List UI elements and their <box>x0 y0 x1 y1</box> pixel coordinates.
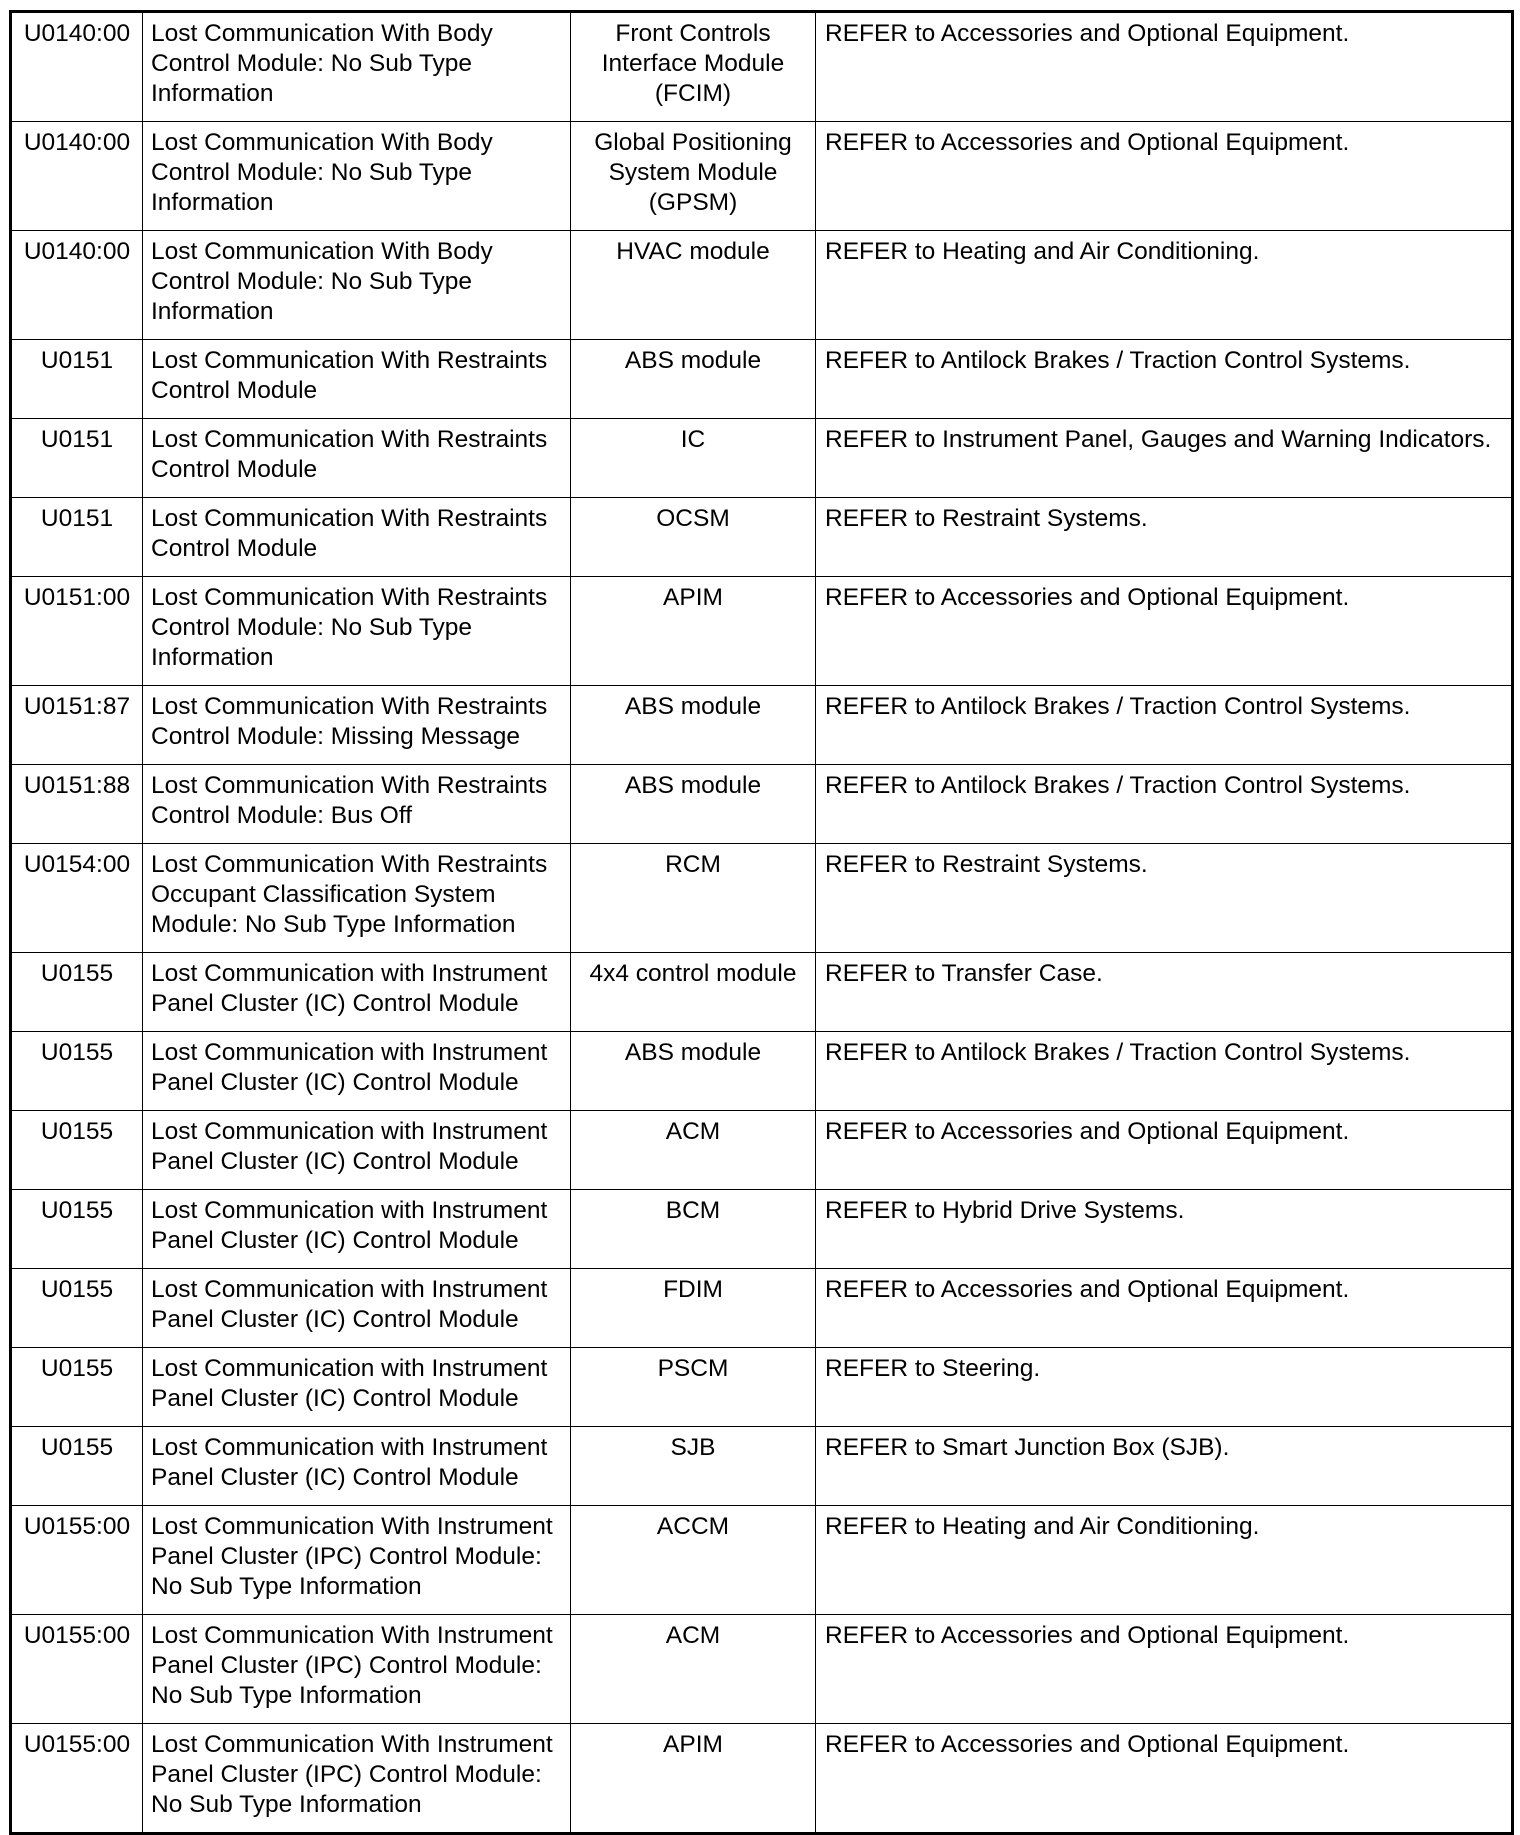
dtc-description-cell: Lost Communication With Restraints Control Module <box>143 498 571 577</box>
action-cell: REFER to Accessories and Optional Equipment. <box>816 1615 1513 1724</box>
table-row <box>11 1111 1513 1190</box>
dtc-code-cell: U0151:00 <box>11 577 143 686</box>
dtc-code-cell: U0155 <box>11 1269 143 1348</box>
dtc-code-cell: U0155:00 <box>11 1724 143 1834</box>
module-cell: HVAC module <box>571 231 816 340</box>
module-cell: ABS module <box>571 686 816 765</box>
module-cell: ABS module <box>571 765 816 844</box>
dtc-code-cell: U0155 <box>11 1427 143 1506</box>
module-cell: 4x4 control module <box>571 953 816 1032</box>
table-row <box>11 577 1513 686</box>
dtc-code-cell: U0151 <box>11 419 143 498</box>
action-cell: REFER to Restraint Systems. <box>816 498 1513 577</box>
dtc-description-cell: Lost Communication With Instrument Panel Cluster (IPC) Control Module: No Sub Type Information <box>143 1506 571 1615</box>
action-cell: REFER to Antilock Brakes / Traction Control Systems. <box>816 686 1513 765</box>
module-cell: RCM <box>571 844 816 953</box>
dtc-description-cell: Lost Communication With Restraints Control Module <box>143 340 571 419</box>
dtc-code-cell: U0140:00 <box>11 122 143 231</box>
action-cell: REFER to Accessories and Optional Equipment. <box>816 122 1513 231</box>
dtc-code-cell: U0155 <box>11 1190 143 1269</box>
table-row <box>11 231 1513 340</box>
module-cell: APIM <box>571 577 816 686</box>
module-cell: Front Controls Interface Module (FCIM) <box>571 12 816 122</box>
dtc-code-cell: U0151 <box>11 498 143 577</box>
table-row <box>11 1348 1513 1427</box>
table-row <box>11 765 1513 844</box>
table-row <box>11 498 1513 577</box>
dtc-code-cell: U0151 <box>11 340 143 419</box>
module-cell: ACM <box>571 1111 816 1190</box>
action-cell: REFER to Accessories and Optional Equipment. <box>816 12 1513 122</box>
dtc-code-cell: U0155:00 <box>11 1506 143 1615</box>
action-cell: REFER to Restraint Systems. <box>816 844 1513 953</box>
dtc-description-cell: Lost Communication with Instrument Panel Cluster (IC) Control Module <box>143 1190 571 1269</box>
dtc-code-cell: U0140:00 <box>11 231 143 340</box>
dtc-description-cell: Lost Communication With Instrument Panel Cluster (IPC) Control Module: No Sub Type Information <box>143 1615 571 1724</box>
action-cell: REFER to Antilock Brakes / Traction Control Systems. <box>816 1032 1513 1111</box>
dtc-code-cell: U0140:00 <box>11 12 143 122</box>
dtc-description-cell: Lost Communication with Instrument Panel Cluster (IC) Control Module <box>143 1111 571 1190</box>
action-cell: REFER to Heating and Air Conditioning. <box>816 231 1513 340</box>
action-cell: REFER to Accessories and Optional Equipment. <box>816 577 1513 686</box>
dtc-description-cell: Lost Communication with Instrument Panel Cluster (IC) Control Module <box>143 1348 571 1427</box>
table-row <box>11 844 1513 953</box>
dtc-code-cell: U0155 <box>11 1348 143 1427</box>
table-row <box>11 953 1513 1032</box>
dtc-description-cell: Lost Communication With Body Control Module: No Sub Type Information <box>143 231 571 340</box>
table-row <box>11 122 1513 231</box>
action-cell: REFER to Transfer Case. <box>816 953 1513 1032</box>
table-row <box>11 340 1513 419</box>
action-cell: REFER to Heating and Air Conditioning. <box>816 1506 1513 1615</box>
module-cell: ABS module <box>571 1032 816 1111</box>
table-row <box>11 1506 1513 1615</box>
action-cell: REFER to Smart Junction Box (SJB). <box>816 1427 1513 1506</box>
module-cell: BCM <box>571 1190 816 1269</box>
dtc-code-cell: U0151:88 <box>11 765 143 844</box>
dtc-description-cell: Lost Communication With Restraints Control Module <box>143 419 571 498</box>
dtc-description-cell: Lost Communication With Body Control Module: No Sub Type Information <box>143 12 571 122</box>
action-cell: REFER to Accessories and Optional Equipment. <box>816 1111 1513 1190</box>
module-cell: ACM <box>571 1615 816 1724</box>
action-cell: REFER to Antilock Brakes / Traction Control Systems. <box>816 340 1513 419</box>
action-cell: REFER to Hybrid Drive Systems. <box>816 1190 1513 1269</box>
module-cell: IC <box>571 419 816 498</box>
dtc-description-cell: Lost Communication With Restraints Control Module: Bus Off <box>143 765 571 844</box>
action-cell: REFER to Antilock Brakes / Traction Control Systems. <box>816 765 1513 844</box>
dtc-description-cell: Lost Communication With Restraints Control Module: No Sub Type Information <box>143 577 571 686</box>
module-cell: SJB <box>571 1427 816 1506</box>
module-cell: APIM <box>571 1724 816 1834</box>
dtc-description-cell: Lost Communication With Restraints Control Module: Missing Message <box>143 686 571 765</box>
dtc-code-cell: U0154:00 <box>11 844 143 953</box>
dtc-description-cell: Lost Communication With Body Control Module: No Sub Type Information <box>143 122 571 231</box>
action-cell: REFER to Steering. <box>816 1348 1513 1427</box>
dtc-code-cell: U0155:00 <box>11 1615 143 1724</box>
module-cell: OCSM <box>571 498 816 577</box>
table-row <box>11 1724 1513 1834</box>
action-cell: REFER to Accessories and Optional Equipment. <box>816 1269 1513 1348</box>
table-row <box>11 1615 1513 1724</box>
module-cell: ACCM <box>571 1506 816 1615</box>
action-cell: REFER to Accessories and Optional Equipment. <box>816 1724 1513 1834</box>
table-row <box>11 1190 1513 1269</box>
dtc-description-cell: Lost Communication with Instrument Panel Cluster (IC) Control Module <box>143 1427 571 1506</box>
table-row <box>11 686 1513 765</box>
dtc-code-cell: U0151:87 <box>11 686 143 765</box>
table-row <box>11 1032 1513 1111</box>
dtc-table <box>9 10 1514 1835</box>
module-cell: Global Positioning System Module (GPSM) <box>571 122 816 231</box>
dtc-description-cell: Lost Communication with Instrument Panel Cluster (IC) Control Module <box>143 1032 571 1111</box>
module-cell: FDIM <box>571 1269 816 1348</box>
module-cell: ABS module <box>571 340 816 419</box>
dtc-code-cell: U0155 <box>11 1032 143 1111</box>
action-cell: REFER to Instrument Panel, Gauges and Warning Indicators. <box>816 419 1513 498</box>
dtc-description-cell: Lost Communication With Restraints Occupant Classification System Module: No Sub Type Information <box>143 844 571 953</box>
dtc-description-cell: Lost Communication with Instrument Panel Cluster (IC) Control Module <box>143 1269 571 1348</box>
dtc-description-cell: Lost Communication with Instrument Panel Cluster (IC) Control Module <box>143 953 571 1032</box>
table-row <box>11 12 1513 122</box>
dtc-code-cell: U0155 <box>11 1111 143 1190</box>
table-row <box>11 1269 1513 1348</box>
module-cell: PSCM <box>571 1348 816 1427</box>
dtc-table-body <box>11 12 1513 1834</box>
table-row <box>11 419 1513 498</box>
table-row <box>11 1427 1513 1506</box>
dtc-code-cell: U0155 <box>11 953 143 1032</box>
dtc-description-cell: Lost Communication With Instrument Panel Cluster (IPC) Control Module: No Sub Type Information <box>143 1724 571 1834</box>
